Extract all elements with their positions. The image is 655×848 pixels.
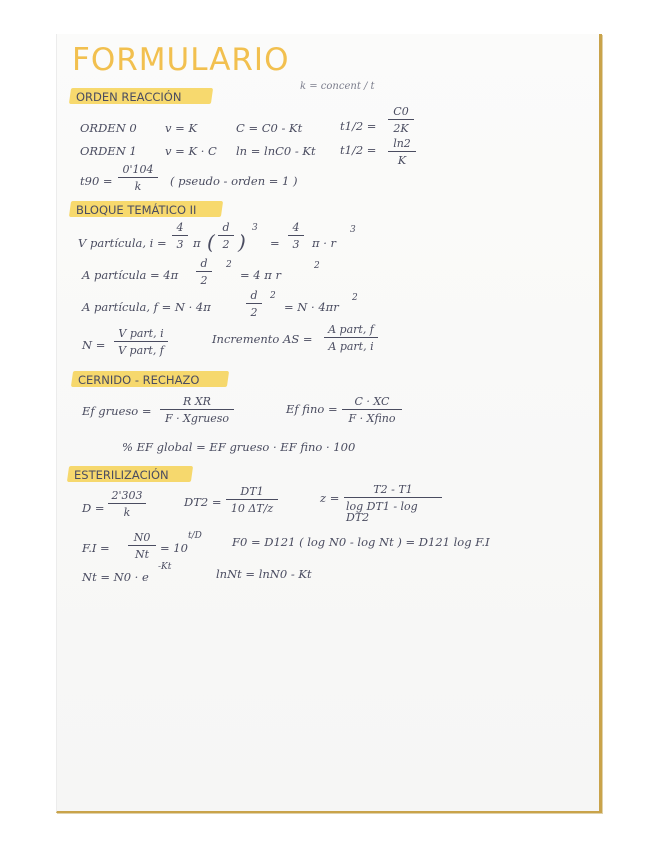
n-frac: V part, i V part, f [114,328,168,356]
area-f-sq-2: 2 [352,293,358,303]
paper-sheet [56,34,602,813]
lnnt-formula: lnNt = lnN0 - Kt [216,567,312,581]
d-frac: 2'303 k [108,490,146,518]
orden1-halflife-frac: ln2 K [388,138,416,166]
ef-fino-lhs: Ef fino = [286,402,338,416]
area-rhs: = 4 π r [240,268,281,282]
volume-pi: π [193,236,201,250]
orden0-halflife-frac: C0 2K [388,106,414,134]
ef-fino-frac: C · XC F · Xfino [342,396,402,424]
orden0-conc: C = C0 - Kt [236,121,303,135]
area-frac: d 2 [196,258,212,286]
increment-lhs: Incremento AS = [212,332,313,346]
dt2-frac: DT1 10 ΔT/z [226,486,278,514]
volume-cube: 3 [252,223,258,233]
section-heading-ester: ESTERILIZACIÓN [74,468,169,482]
nt-formula: Nt = N0 · e [82,570,149,584]
area-f-rhs: = N · 4πr [284,300,339,314]
volume-eq: = [270,236,280,250]
orden1-conc: ln = lnC0 - Kt [236,144,316,158]
nt-exp: -Kt [158,562,172,572]
volume-cube-2: 3 [350,225,356,235]
section-heading-bloque: BLOQUE TEMÁTICO II [76,203,197,217]
orden1-halflife: t1/2 = [340,143,377,157]
dt2-lhs: DT2 = [184,495,222,509]
t90-frac: 0'104 k [118,164,158,192]
t90-lhs: t90 = [80,174,113,188]
page-title: FORMULARIO [72,42,290,78]
area-f-sq: 2 [270,291,276,301]
n-lhs: N = [82,338,106,352]
ef-grueso-lhs: Ef grueso = [82,404,152,418]
fi-exp: t/D [188,531,202,541]
orden1-rate: v = K · C [165,144,217,158]
fi-rhs: = 10 [160,541,188,555]
ef-global: % EF global = EF grueso · EF fino · 100 [122,440,356,454]
section-heading-orden: ORDEN REACCIÓN [76,90,182,104]
orden0-label: ORDEN 0 [80,121,137,135]
d-lhs: D = [82,501,105,515]
area-sq: 2 [226,260,232,270]
volume-frac-2: d 2 [218,222,234,250]
t90-note: ( pseudo - orden = 1 ) [170,174,298,188]
section-heading-cernido: CERNIDO - RECHAZO [78,373,200,387]
z-lhs: z = [320,491,340,505]
volume-frac-1: 4 3 [172,222,188,250]
volume-lhs: V partícula, i = [78,236,167,250]
paren: ( [207,230,215,254]
ef-grueso-frac: R XR F · Xgrueso [160,396,234,424]
fi-lhs: F.I = [82,541,110,555]
area-lhs: A partícula = 4π [82,268,179,282]
orden1-label: ORDEN 1 [80,144,137,158]
orden0-halflife: t1/2 = [340,119,377,133]
z-frac: T2 - T1 log DT1 - log DT2 [344,484,442,523]
area-sq-2: 2 [314,261,320,271]
volume-rhs: π · r [312,236,337,250]
note-k: k = concent / t [300,81,375,92]
area-f-lhs: A partícula, f = N · 4π [82,300,211,314]
f0-formula: F0 = D121 ( log N0 - log Nt ) = D121 log F.I [232,535,490,549]
area-f-frac: d 2 [246,290,262,318]
orden0-rate: v = K [165,121,198,135]
fi-frac: N0 Nt [128,532,156,560]
increment-frac: A part, f A part, i [324,324,378,352]
paren: ) [238,230,246,254]
volume-frac-3: 4 3 [288,222,304,250]
